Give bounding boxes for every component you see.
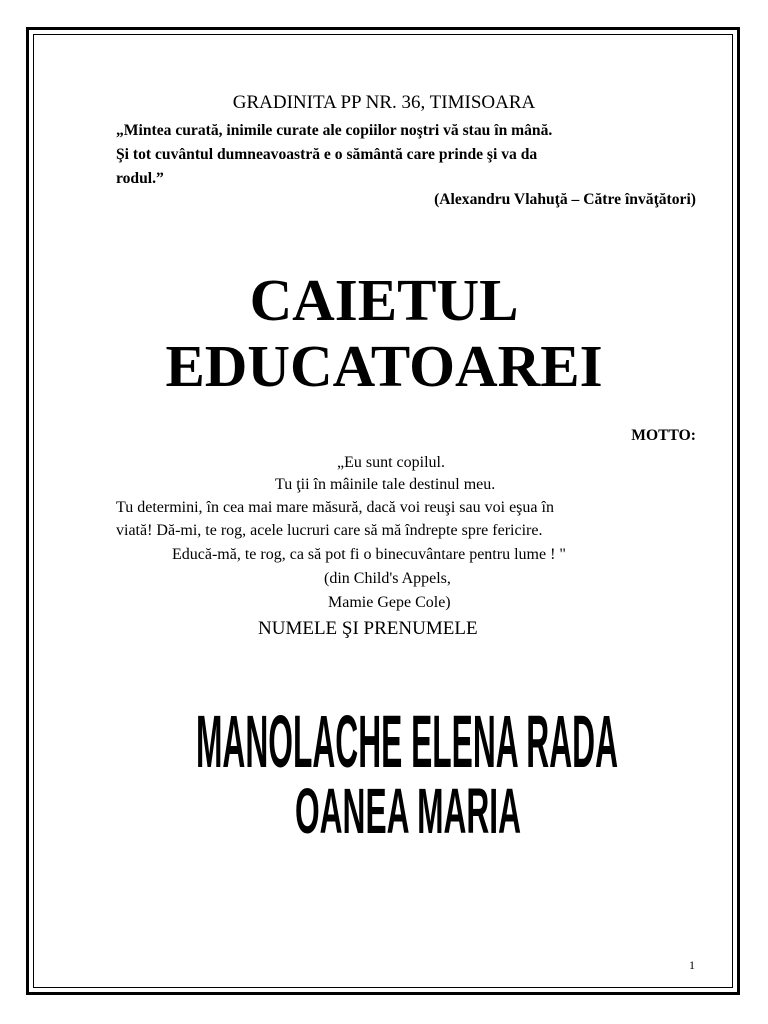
motto-line: viată! Dă-mi, te rog, acele lucruri care să mă îndrepte spre fericire. <box>116 522 543 539</box>
motto-line: Tu ţii în mâinile tale destinul meu. <box>275 476 496 493</box>
page-number: 1 <box>689 958 695 972</box>
names-label: NUMELE ŞI PRENUMELE <box>258 618 478 639</box>
teacher-name-1: MANOLACHE ELENA RADA <box>196 700 618 784</box>
title-line-2: EDUCATOAREI <box>165 333 603 399</box>
motto-source: Mamie Gepe Cole) <box>328 594 451 611</box>
motto-line: „Eu sunt copilul. <box>337 454 445 471</box>
quote-line: Şi tot cuvântul dumneavoastră e o sământă care prinde şi va da <box>116 146 538 163</box>
title-line-1: CAIETUL <box>249 267 519 333</box>
school-name: GRADINITA PP NR. 36, TIMISOARA <box>232 92 536 113</box>
document-title <box>0 267 768 399</box>
motto-line: Educă-mă, te rog, ca să pot fi o binecuvântare pentru lume ! " <box>172 546 566 563</box>
quote-line: „Mintea curată, inimile curate ale copiilor noştri vă stau în mână. <box>116 122 553 139</box>
quote-line: rodul.” <box>116 170 164 187</box>
quote-source: (Alexandru Vlahuţă – Către învăţători) <box>434 191 696 208</box>
names-wordart <box>180 668 640 848</box>
motto-source: (din Child's Appels, <box>324 570 451 587</box>
motto-line: Tu determini, în cea mai mare măsură, dacă voi reuşi sau voi eşua în <box>116 499 554 516</box>
motto-label: MOTTO: <box>631 427 696 444</box>
teacher-name-2: OANEA MARIA <box>295 776 521 848</box>
quote-block <box>116 119 696 191</box>
